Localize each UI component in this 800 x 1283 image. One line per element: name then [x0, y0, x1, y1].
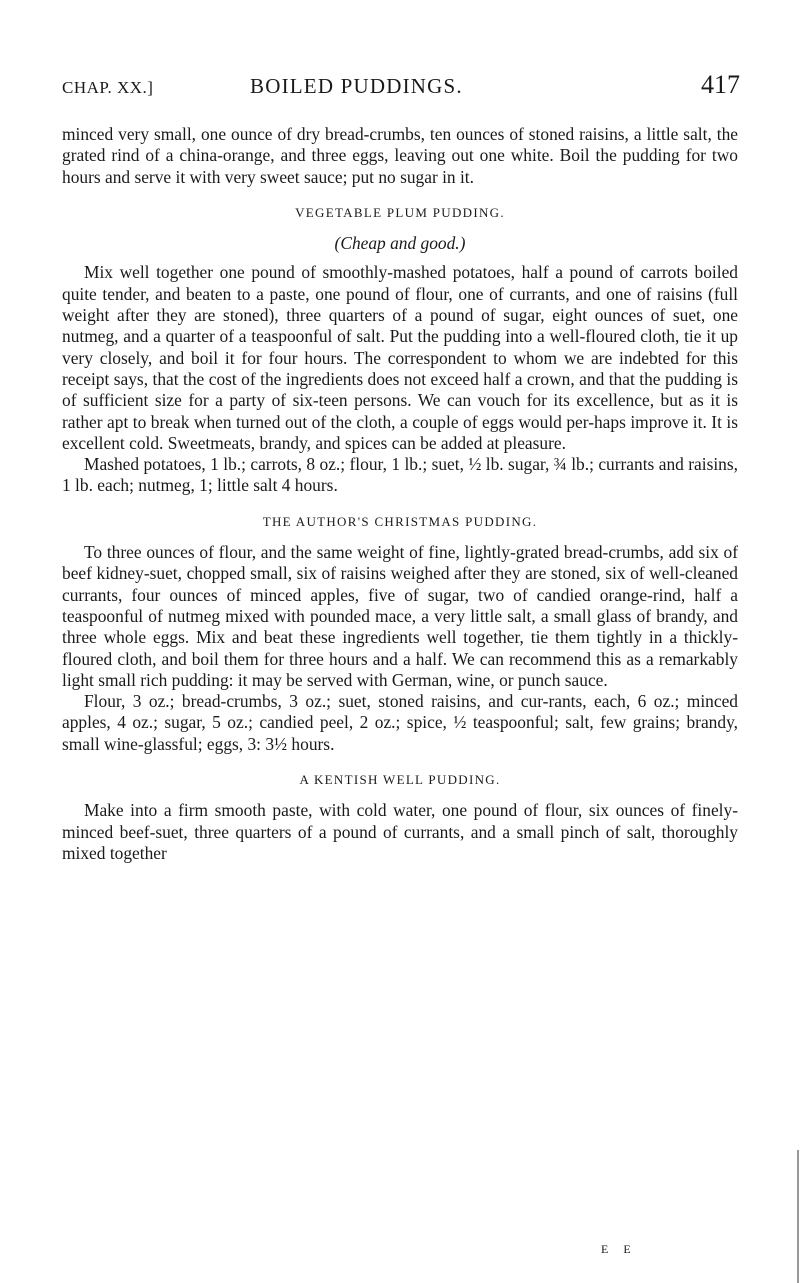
vegetable-plum-pudding-body: Mix well together one pound of smoothly-mashed potatoes, half a pound of carrots boiled quite tender, and beaten to a paste, one pound of flour, one of currants, and one of raisins (full weight after they are stoned), three quarters of a pound of sugar, eight ounces of suet, one nutmeg, and a quarter of a teaspoonful of salt. Put the pudding into a well-floured cloth, tie it up very closely, and boil it for four hours. The correspondent to whom we are indebted for this receipt says, that the cost of the ingredients does not exceed half a crown, and that the pudding is of sufficient size for a party of six-teen persons. We can vouch for its excellence, but as it is rather apt to break when turned out of the cloth, a couple of eggs would per-haps improve it. It is excellent cold. Sweetmeats, brandy, and spices can be added at pleasure.	[62, 262, 738, 453]
kentish-well-pudding-body: Make into a firm smooth paste, with cold water, one pound of flour, six ounces of finely-minced beef-suet, three quarters of a pound of currants, and a small pinch of salt, thoroughly mixed together	[62, 800, 738, 863]
intro-paragraph: minced very small, one ounce of dry bread-crumbs, ten ounces of stoned raisins, a little salt, the grated rind of a china-orange, and three eggs, leaving out one white. Boil the pudding for two hours and serve it with very sweet sauce; put no sugar in it.	[62, 124, 738, 187]
running-header	[62, 70, 740, 106]
vegetable-plum-pudding-heading: VEGETABLE PLUM PUDDING.	[295, 204, 505, 220]
chapter-label: CHAP. XX.]	[62, 78, 154, 97]
page-edge-line	[797, 1150, 799, 1283]
vegetable-plum-pudding-summary: Mashed potatoes, 1 lb.; carrots, 8 oz.; flour, 1 lb.; suet, ½ lb. sugar, ¾ lb.; currants and raisins, 1 lb. each; nutmeg, 1; little salt 4 hours.	[62, 454, 738, 496]
page-number: 417	[701, 70, 740, 99]
christmas-pudding-summary: Flour, 3 oz.; bread-crumbs, 3 oz.; suet, stoned raisins, and cur-rants, each, 6 oz.; minced apples, 4 oz.; sugar, 5 oz.; candied peel, 2 oz.; spice, ½ teaspoonful; salt, few grains; brandy, small wine-glassful; eggs, 3: 3½ hours.	[62, 691, 738, 754]
page-body	[62, 124, 738, 864]
running-title: BOILED PUDDINGS.	[250, 74, 463, 98]
signature-mark: E E	[601, 1242, 637, 1256]
kentish-well-pudding-heading: A KENTISH WELL PUDDING.	[299, 772, 501, 788]
christmas-pudding-heading: THE AUTHOR'S CHRISTMAS PUDDING.	[262, 513, 538, 529]
christmas-pudding-body: To three ounces of flour, and the same weight of fine, lightly-grated bread-crumbs, add six of beef kidney-suet, chopped small, six of raisins weighed after they are stoned, six of well-cleaned currants, four ounces of minced apples, five of sugar, two of candied orange-rind, half a teaspoonful of nutmeg mixed with pounded mace, a very little salt, a small glass of brandy, and three whole eggs. Mix and beat these ingredients well together, tie them tightly in a thickly-floured cloth, and boil them for three hours and a half. We can recommend this as a remarkably light small rich pudding: it may be served with German, wine, or punch sauce.	[62, 542, 738, 690]
vegetable-plum-pudding-subheading: (Cheap and good.)	[334, 233, 466, 254]
